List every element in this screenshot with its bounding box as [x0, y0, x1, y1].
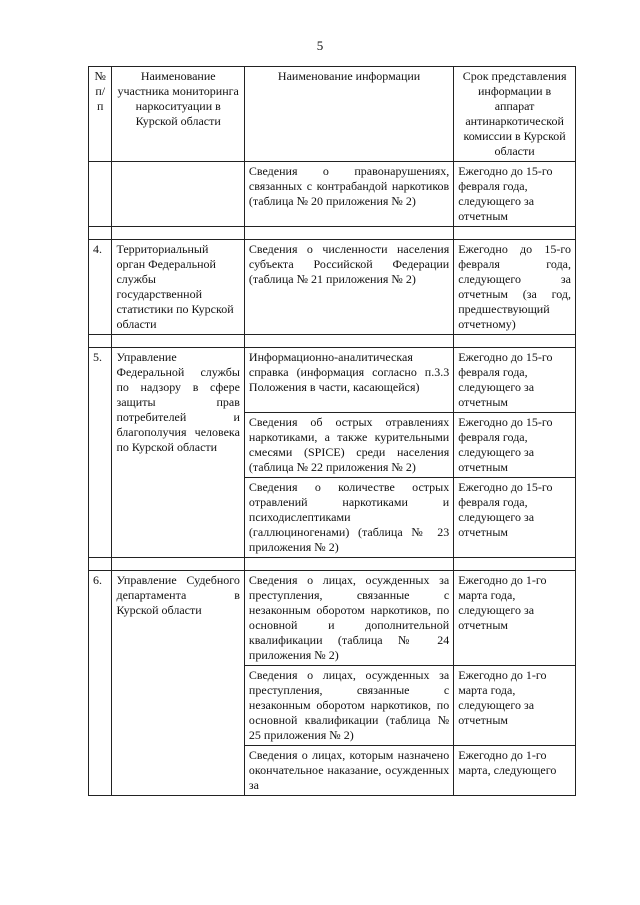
- row-deadline: Ежегодно до 15-го февраля года, следующего за отчетным: [454, 478, 576, 558]
- row-participant: Территориальный орган Федеральной службы государственной статистики по Курской области: [112, 240, 244, 335]
- header-num: № п/п: [89, 67, 112, 162]
- table-row: [89, 571, 576, 666]
- row-num: 4.: [89, 240, 112, 335]
- row-info: Сведения о лицах, осужденных за преступления, связанные с незаконным оборотом наркотиков, по основной и дополнительной квалификации (таблица № 24 приложения № 2): [244, 571, 453, 666]
- row-deadline: Ежегодно до 15-го февраля года, следующего за отчетным: [454, 348, 576, 413]
- row-info: Сведения о количестве острых отравлений наркотиками и психодислептиками (галлюциногенами) (таблица № 23 приложения № 2): [244, 478, 453, 558]
- row-participant: [112, 162, 244, 227]
- row-info: Сведения о правонарушениях, связанных с контрабандой наркотиков (таблица № 20 приложения № 2): [244, 162, 453, 227]
- row-participant: Управление Судебного департамента в Курской области: [112, 571, 244, 796]
- row-deadline: Ежегодно до 15-го февраля года, следующего за отчетным: [454, 413, 576, 478]
- row-info: Сведения о лицах, осужденных за преступления, связанные с незаконным оборотом наркотиков, по основной квалификации (таблица № 25 приложения № 2): [244, 666, 453, 746]
- row-info: Информационно-аналитическая справка (информация согласно п.3.3 Положения в части, касающейся): [244, 348, 453, 413]
- table-header-row: [89, 67, 576, 162]
- row-info: Сведения об острых отравлениях наркотиками, а также курительными смесями (SPICE) среди населения (таблица № 22 приложения № 2): [244, 413, 453, 478]
- row-deadline: Ежегодно до 1-го марта года, следующего за отчетным: [454, 666, 576, 746]
- row-info: Сведения о лицах, которым назначено окончательное наказание, осужденных за: [244, 746, 453, 796]
- header-participant: Наименование участника мониторинга наркоситуации в Курской области: [112, 67, 244, 162]
- page-number: 5: [316, 38, 324, 53]
- header-deadline: Срок представления информации в аппарат антинаркотической комиссии в Курской области: [454, 67, 576, 162]
- row-deadline: Ежегодно до 1-го марта, следующего: [454, 746, 576, 796]
- table-row: [89, 162, 576, 227]
- table-row: [89, 348, 576, 413]
- row-num: 6.: [89, 571, 112, 796]
- row-info: Сведения о численности населения субъекта Российской Федерации (таблица № 21 приложения № 2): [244, 240, 453, 335]
- row-deadline: Ежегодно до 15-го февраля года, следующего за отчетным: [454, 162, 576, 227]
- table-row: [89, 240, 576, 335]
- row-num: [89, 162, 112, 227]
- row-deadline: Ежегодно до 15-го февраля года, следующего за отчетным (за год, предшествующий отчетному): [454, 240, 576, 335]
- monitoring-table: [88, 66, 576, 796]
- row-num: 5.: [89, 348, 112, 558]
- row-deadline: Ежегодно до 1-го марта года, следующего за отчетным: [454, 571, 576, 666]
- row-participant: Управление Федеральной службы по надзору в сфере защиты прав потребителей и благополучия человека по Курской области: [112, 348, 244, 558]
- header-info: Наименование информации: [244, 67, 453, 162]
